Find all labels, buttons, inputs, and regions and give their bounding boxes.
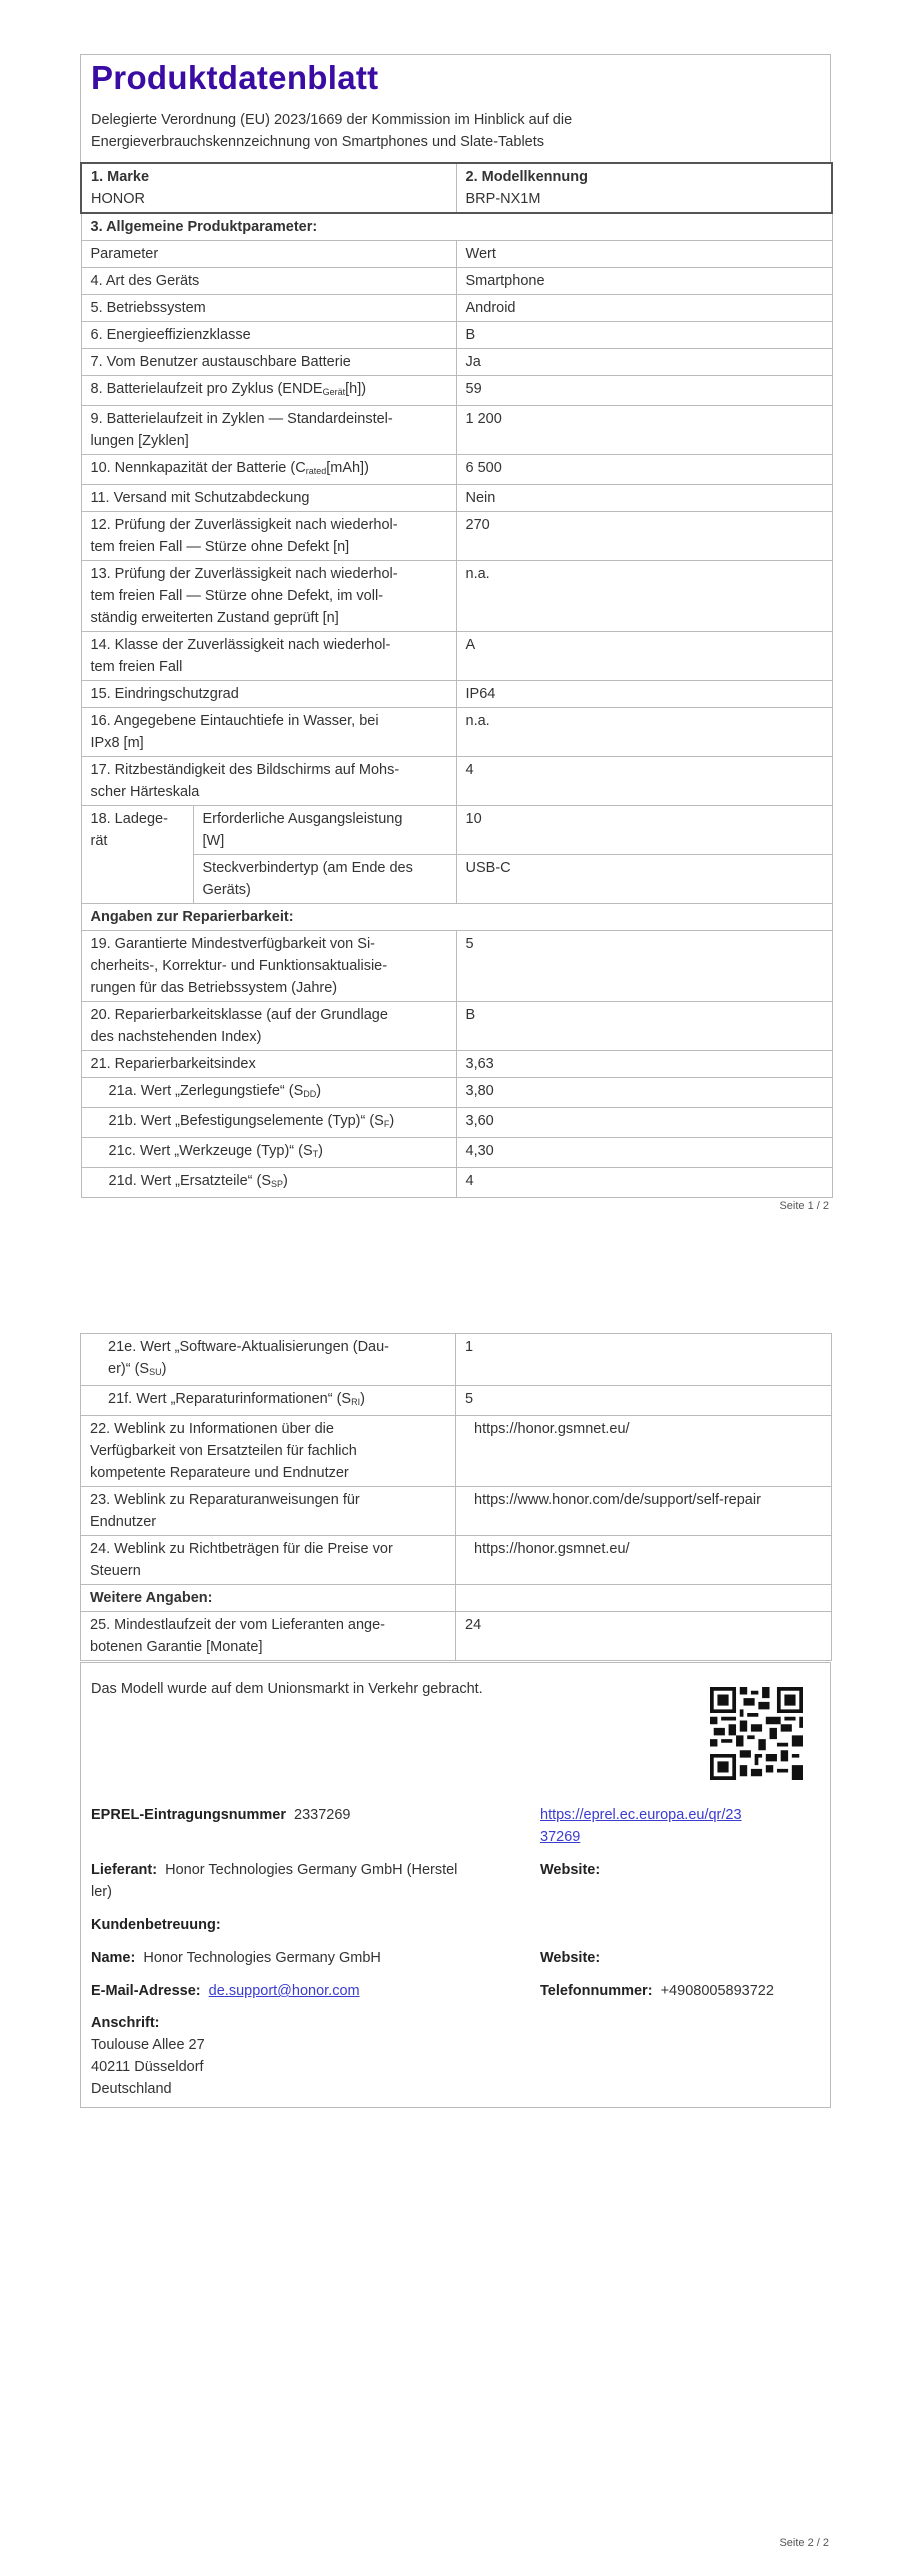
label-text: 14. Klasse der Zuverlässigkeit nach wiederhol- tem freien Fall: [90, 637, 391, 675]
charger-parameter-value: USB-C: [456, 855, 832, 904]
parameter-value: B: [456, 322, 832, 349]
value-cell: [456, 1585, 832, 1612]
page-number: Seite 2 / 2: [779, 2537, 829, 2549]
parameter-value: A: [456, 632, 832, 681]
parameter-value: Wert: [456, 241, 832, 268]
table-row: [81, 1051, 832, 1078]
label-text: 8. Batterielaufzeit pro Zyklus (ENDE: [90, 381, 323, 397]
market-note: Das Modell wurde auf dem Unionsmarkt in Verkehr gebracht.: [91, 1681, 483, 1697]
section-heading: [81, 904, 832, 931]
email-label: E-Mail-Adresse:: [91, 1983, 201, 1999]
label-text: 12. Prüfung der Zuverlässigkeit nach wiederhol- tem freien Fall — Stürze ohne Defekt [n]: [90, 517, 398, 555]
table-row: [81, 406, 832, 455]
parameter-label: [81, 632, 456, 681]
charger-parameter-value: 10: [456, 806, 832, 855]
parameter-value: Android: [456, 295, 832, 322]
parameter-value: Ja: [456, 349, 832, 376]
label-text: 21d. Wert „Ersatzteile“ (S: [108, 1173, 272, 1189]
parameter-label: [81, 1536, 456, 1585]
section-heading: [81, 1585, 456, 1612]
address-line: Toulouse Allee 27: [91, 2037, 205, 2053]
parameter-label: [81, 376, 456, 406]
product-data-table: [80, 162, 833, 1198]
table-row: [81, 1078, 832, 1108]
label-text: 22. Weblink zu Informationen über die Verfügbarkeit von Ersatzteilen für fachlich kompetente Reparateure und Endnutzer: [90, 1421, 357, 1481]
table-row: [81, 931, 832, 1002]
parameter-label: [81, 1168, 456, 1198]
address-line: 40211 Düsseldorf: [91, 2059, 204, 2075]
parameter-label: [81, 1138, 456, 1168]
table-row: [81, 757, 832, 806]
phone-label: Telefonnummer:: [540, 1983, 653, 1999]
label-text: 21. Reparierbarkeitsindex: [90, 1056, 256, 1072]
brand-cell: [81, 163, 456, 213]
parameter-label: [81, 1386, 456, 1416]
website-label-2: Website:: [540, 1950, 601, 1966]
parameter-label: [81, 757, 456, 806]
weblink-value[interactable]: https://honor.gsmnet.eu/: [456, 1416, 832, 1487]
label-text: 11. Versand mit Schutzabdeckung: [90, 490, 310, 506]
section-row: [81, 1585, 832, 1612]
eprel-link[interactable]: https://eprel.ec.europa.eu/qr/23 37269: [540, 1807, 742, 1845]
parameter-value: 270: [456, 512, 832, 561]
supplier-row: [91, 1859, 511, 1903]
label-subscript: DD: [303, 1089, 317, 1099]
label-suffix: ): [360, 1391, 365, 1407]
parameter-label: [81, 241, 456, 268]
label-subscript: SP: [271, 1179, 284, 1189]
label-text: 15. Eindringschutzgrad: [90, 686, 239, 702]
email-link[interactable]: de.support@honor.com: [208, 1983, 360, 1999]
label-text: 19. Garantierte Mindestverfügbarkeit von Si- cherheits-, Korrektur- und Funktionsaktualisie- rungen für das Betriebssystem (Jahre): [90, 936, 388, 996]
label-suffix: [h]): [345, 381, 367, 397]
table-row: [81, 1334, 832, 1386]
charger-row: [81, 806, 832, 855]
eprel-row: [91, 1804, 350, 1826]
email-row: [91, 1980, 360, 2002]
parameter-label: [81, 295, 456, 322]
label-text: 9. Batterielaufzeit in Zyklen — Standardeinstel- lungen [Zyklen]: [90, 411, 393, 449]
label-text: 16. Angegebene Eintauchtiefe in Wasser, bei IPx8 [m]: [90, 713, 379, 751]
table-row: [81, 512, 832, 561]
address-line: Deutschland: [91, 2081, 172, 2097]
charger-parameter-label: Erforderliche Ausgangsleistung [W]: [193, 806, 456, 855]
table-row: [81, 1487, 832, 1536]
label-text: 21b. Wert „Befestigungselemente (Typ)“ (S: [108, 1113, 384, 1129]
parameter-label: [81, 406, 456, 455]
label-text: 13. Prüfung der Zuverlässigkeit nach wiederhol- tem freien Fall — Stürze ohne Defekt, im voll- ständig erweiterten Zustand geprüft [n]: [90, 566, 398, 626]
page-number: Seite 1 / 2: [779, 1200, 829, 1212]
label-text: 21f. Wert „Reparaturinformationen“ (S: [108, 1391, 352, 1407]
parameter-label: [81, 561, 456, 632]
parameter-value: 3,63: [456, 1051, 832, 1078]
address-label: Anschrift:: [91, 2015, 160, 2031]
qr-code-icon[interactable]: [710, 1687, 803, 1780]
label-subscript: SU: [149, 1367, 162, 1377]
table-row: [81, 681, 832, 708]
label-suffix: ): [389, 1113, 395, 1129]
label-subscript: T: [312, 1149, 319, 1159]
name-row: [91, 1947, 381, 1969]
parameter-value: 5: [456, 931, 832, 1002]
table-row: [81, 485, 832, 512]
model-label: 2. Modellkennung: [465, 169, 588, 185]
supplier-value: Honor Technologies Germany GmbH (Herstel ler): [91, 1862, 458, 1900]
parameter-label: [81, 1078, 456, 1108]
table-row: [81, 1168, 832, 1198]
label-text: 21e. Wert „Software-Aktualisierungen (Dau- er)“ (S: [108, 1339, 389, 1377]
label-text: 21a. Wert „Zerlegungstiefe“ (S: [108, 1083, 304, 1099]
section-heading: [81, 213, 832, 241]
parameter-value: Smartphone: [456, 268, 832, 295]
regulation-subtitle: Delegierte Verordnung (EU) 2023/1669 der Kommission im Hinblick auf die Energieverbrauchskennzeichnung von Smartphones und Slate-Tablets: [91, 112, 573, 150]
parameter-value: IP64: [456, 681, 832, 708]
table-row: [81, 1416, 832, 1487]
label-text: 24. Weblink zu Richtbeträgen für die Preise vor Steuern: [90, 1541, 393, 1579]
table-row: [81, 349, 832, 376]
label-text: 21c. Wert „Werkzeuge (Typ)“ (S: [108, 1143, 313, 1159]
table-row: [81, 376, 832, 406]
label-text: 5. Betriebssystem: [90, 300, 206, 316]
parameter-label: [81, 681, 456, 708]
parameter-label: [81, 322, 456, 349]
weblink-value[interactable]: https://honor.gsmnet.eu/: [456, 1536, 832, 1585]
label-text: Parameter: [90, 246, 159, 262]
label-text: 10. Nennkapazität der Batterie (C: [90, 460, 306, 476]
section-row: [81, 213, 832, 241]
table-row: [81, 1138, 832, 1168]
label-subscript: F: [383, 1119, 390, 1129]
parameter-label: [81, 1002, 456, 1051]
parameter-label: [81, 1416, 456, 1487]
table-row: [81, 241, 832, 268]
parameter-value: 6 500: [456, 455, 832, 485]
table-row: [81, 1386, 832, 1416]
parameter-value: 59: [456, 376, 832, 406]
parameter-label: [81, 485, 456, 512]
label-text: 20. Reparierbarkeitsklasse (auf der Grundlage des nachstehenden Index): [90, 1007, 388, 1045]
label-suffix: ): [316, 1083, 322, 1099]
parameter-label: [81, 1051, 456, 1078]
label-text: 17. Ritzbeständigkeit des Bildschirms auf Mohs- scher Härteskala: [90, 762, 400, 800]
label-text: 25. Mindestlaufzeit der vom Lieferanten ange- botenen Garantie [Monate]: [90, 1617, 386, 1655]
parameter-label: [81, 1334, 456, 1386]
parameter-value: 24: [456, 1612, 832, 1661]
label-subscript: RI: [351, 1397, 361, 1407]
label-text: Angaben zur Reparierbarkeit:: [90, 909, 294, 925]
page-title: Produktdatenblatt: [91, 59, 379, 96]
parameter-label: [81, 1487, 456, 1536]
table-row: [81, 1108, 832, 1138]
table-row: [81, 322, 832, 349]
label-suffix: ): [283, 1173, 288, 1189]
model-cell: [456, 163, 832, 213]
label-subscript: rated: [305, 466, 327, 476]
table-row: [81, 455, 832, 485]
table-row: [81, 1002, 832, 1051]
supplier-label: Lieferant:: [91, 1862, 158, 1878]
charger-label: 18. Ladege- rät: [81, 806, 193, 904]
brand-label: 1. Marke: [91, 169, 150, 185]
table-row: [81, 1612, 832, 1661]
label-text: 4. Art des Geräts: [90, 273, 200, 289]
parameter-value: 4,30: [456, 1138, 832, 1168]
parameter-label: [81, 455, 456, 485]
parameter-value: n.a.: [456, 708, 832, 757]
table-row: [81, 295, 832, 322]
parameter-value: 3,80: [456, 1078, 832, 1108]
label-text: 3. Allgemeine Produktparameter:: [90, 219, 318, 235]
parameter-value: 3,60: [456, 1108, 832, 1138]
name-value: Honor Technologies Germany GmbH: [143, 1950, 381, 1966]
section-row: [81, 904, 832, 931]
parameter-value: 4: [456, 757, 832, 806]
parameter-value: Nein: [456, 485, 832, 512]
parameter-label: [81, 931, 456, 1002]
label-subscript: Gerät: [322, 387, 346, 397]
model-value: BRP-NX1M: [465, 191, 541, 207]
parameter-label: [81, 708, 456, 757]
phone-row: [540, 1980, 774, 2002]
table-row: [81, 561, 832, 632]
parameter-value: n.a.: [456, 561, 832, 632]
parameter-label: [81, 1108, 456, 1138]
website-label: Website:: [540, 1862, 601, 1878]
label-text: 7. Vom Benutzer austauschbare Batterie: [90, 354, 351, 370]
label-suffix: ): [161, 1361, 167, 1377]
table-row: [81, 1536, 832, 1585]
header-box: [80, 54, 831, 163]
eprel-number: 2337269: [294, 1807, 351, 1823]
product-data-table-continued: [80, 1333, 832, 1661]
charger-parameter-label: Steckverbindertyp (am Ende des Geräts): [193, 855, 456, 904]
charger-row: [81, 855, 832, 904]
label-suffix: ): [318, 1143, 323, 1159]
customer-service-label: Kundenbetreuung:: [91, 1917, 221, 1933]
label-text: 6. Energieeffizienzklasse: [90, 327, 251, 343]
parameter-value: 4: [456, 1168, 832, 1198]
parameter-value: 1: [456, 1334, 832, 1386]
parameter-label: [81, 268, 456, 295]
eprel-label: EPREL-Eintragungsnummer: [91, 1807, 286, 1823]
parameter-value: 5: [456, 1386, 832, 1416]
parameter-label: [81, 1612, 456, 1661]
label-text: 23. Weblink zu Reparaturanweisungen für Endnutzer: [90, 1492, 360, 1530]
table-row: [81, 268, 832, 295]
label-text: Weitere Angaben:: [90, 1590, 213, 1606]
label-suffix: [mAh]): [326, 460, 369, 476]
parameter-value: B: [456, 1002, 832, 1051]
weblink-value[interactable]: https://www.honor.com/de/support/self-repair: [456, 1487, 832, 1536]
table-row: [81, 708, 832, 757]
brand-model-row: [81, 163, 832, 213]
name-label: Name:: [91, 1950, 136, 1966]
parameter-label: [81, 512, 456, 561]
phone-value: +4908005893722: [660, 1983, 774, 1999]
table-row: [81, 632, 832, 681]
parameter-value: 1 200: [456, 406, 832, 455]
supplier-info-box: [80, 1662, 831, 2108]
parameter-label: [81, 349, 456, 376]
brand-value: HONOR: [91, 191, 145, 207]
